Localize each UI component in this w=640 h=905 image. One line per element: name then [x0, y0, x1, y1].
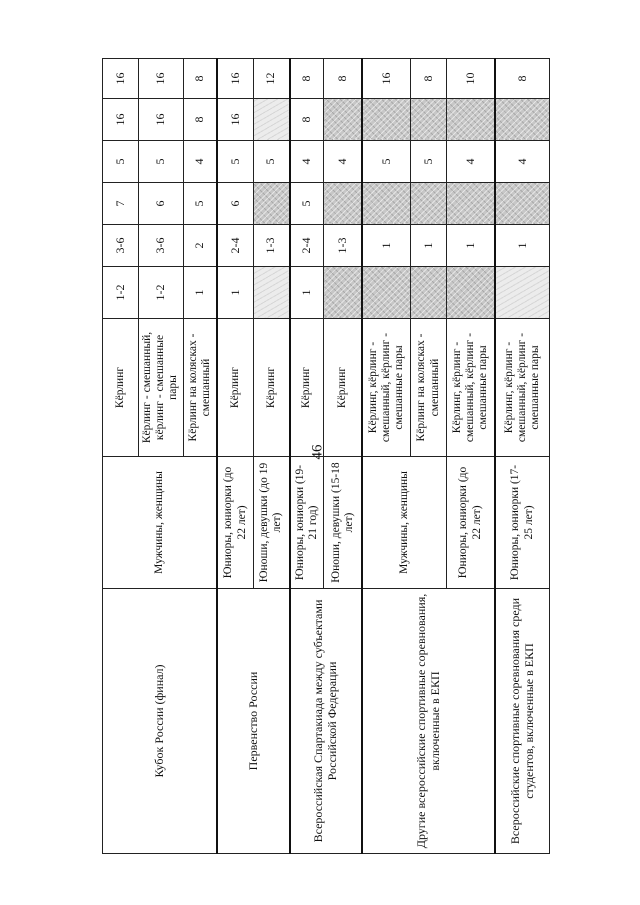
table-row [103, 59, 139, 854]
discipline-cell: Кёрлинг на колясках - смешанный [183, 319, 217, 457]
group-cell: Юниоры, юниорки (19-21 год) [290, 457, 324, 589]
place-cell: 5 [103, 141, 139, 183]
place-cell: 2-4 [217, 225, 253, 267]
place-cell-shaded [447, 267, 495, 319]
place-cell: 1-3 [324, 225, 362, 267]
discipline-cell: Кёрлинг, кёрлинг - смешанный, кёрлинг - смешанные пары [447, 319, 495, 457]
place-cell-shaded [495, 99, 549, 141]
place-cell: 8 [290, 99, 324, 141]
group-cell: Юниоры, юниорки (17-25 лет) [495, 457, 549, 589]
table-row [290, 59, 324, 854]
place-cell: 1-3 [253, 225, 289, 267]
place-cell: 5 [253, 141, 289, 183]
place-cell: 6 [217, 183, 253, 225]
discipline-cell: Кёрлинг [103, 319, 139, 457]
place-cell: 1 [447, 225, 495, 267]
group-cell: Мужчины, женщины [362, 457, 447, 589]
discipline-cell: Кёрлинг, кёрлинг - смешанный, кёрлинг - смешанные пары [362, 319, 410, 457]
place-cell-shaded [362, 267, 410, 319]
discipline-cell: Кёрлинг на колясках - смешанный [411, 319, 447, 457]
discipline-cell: Кёрлинг - смешанный, кёрлинг - смешанные пары [139, 319, 183, 457]
place-cell-shaded [253, 183, 289, 225]
discipline-cell: Кёрлинг [217, 319, 253, 457]
place-cell: 5 [217, 141, 253, 183]
competition-cell: Кубок России (финал) [103, 589, 218, 854]
place-cell: 16 [217, 99, 253, 141]
place-cell: 1 [362, 225, 410, 267]
place-cell-shaded [324, 99, 362, 141]
place-cell: 16 [139, 59, 183, 99]
place-cell-shaded [324, 267, 362, 319]
place-cell: 8 [183, 59, 217, 99]
place-cell: 1 [495, 225, 549, 267]
place-cell: 3-6 [139, 225, 183, 267]
place-cell-shaded [411, 267, 447, 319]
competition-cell: Всероссийские спортивные соревнования среди студентов, включенные в ЕКП [495, 589, 549, 854]
place-cell: 1 [217, 267, 253, 319]
place-cell: 4 [495, 141, 549, 183]
place-cell: 5 [362, 141, 410, 183]
place-cell: 1 [183, 267, 217, 319]
place-cell: 1 [411, 225, 447, 267]
place-cell: 8 [290, 59, 324, 99]
group-cell: Юноши, девушки (15-18 лет) [324, 457, 362, 589]
place-cell: 5 [183, 183, 217, 225]
group-cell: Юниоры, юниорки (до 22 лет) [447, 457, 495, 589]
table-row [217, 59, 253, 854]
place-cell: 5 [411, 141, 447, 183]
place-cell: 8 [411, 59, 447, 99]
place-cell: 16 [103, 59, 139, 99]
place-cell: 2-4 [290, 225, 324, 267]
place-cell: 16 [217, 59, 253, 99]
place-cell-shaded [447, 183, 495, 225]
place-cell: 16 [103, 99, 139, 141]
place-cell-shaded [495, 267, 549, 319]
place-cell-shaded [411, 183, 447, 225]
place-cell: 6 [139, 183, 183, 225]
discipline-cell: Кёрлинг, кёрлинг - смешанный, кёрлинг - смешанные пары [495, 319, 549, 457]
place-cell-shaded [362, 183, 410, 225]
group-cell: Юниоры, юниорки (до 22 лет) [217, 457, 253, 589]
place-cell-shaded [324, 183, 362, 225]
place-cell-shaded [362, 99, 410, 141]
place-cell-shaded [495, 183, 549, 225]
place-cell-shaded [253, 267, 289, 319]
group-cell: Юноши, девушки (до 19 лет) [253, 457, 289, 589]
place-cell: 1-2 [103, 267, 139, 319]
discipline-cell: Кёрлинг [290, 319, 324, 457]
place-cell: 16 [139, 99, 183, 141]
place-cell: 16 [362, 59, 410, 99]
group-cell: Мужчины, женщины [103, 457, 218, 589]
place-cell: 10 [447, 59, 495, 99]
discipline-cell: Кёрлинг [253, 319, 289, 457]
place-cell: 8 [324, 59, 362, 99]
place-cell: 7 [103, 183, 139, 225]
place-cell-shaded [411, 99, 447, 141]
discipline-cell: Кёрлинг [324, 319, 362, 457]
table-row [495, 59, 549, 854]
place-cell: 4 [183, 141, 217, 183]
place-cell: 1 [290, 267, 324, 319]
table-row [362, 59, 410, 854]
page-number: 46 [309, 444, 326, 460]
place-cell: 12 [253, 59, 289, 99]
place-cell: 8 [495, 59, 549, 99]
rotated-table-container [102, 59, 550, 854]
sports-ranks-table [102, 58, 550, 854]
competition-cell: Другие всероссийские спортивные соревнования, включенные в ЕКП [362, 589, 495, 854]
competition-cell: Всероссийская Спартакиада между субъектами Российской Федерации [290, 589, 362, 854]
place-cell: 4 [324, 141, 362, 183]
place-cell: 8 [183, 99, 217, 141]
place-cell: 5 [290, 183, 324, 225]
competition-cell: Первенство России [217, 589, 289, 854]
place-cell: 1-2 [139, 267, 183, 319]
place-cell: 3-6 [103, 225, 139, 267]
place-cell: 5 [139, 141, 183, 183]
place-cell-shaded [253, 99, 289, 141]
place-cell-shaded [447, 99, 495, 141]
place-cell: 4 [290, 141, 324, 183]
place-cell: 2 [183, 225, 217, 267]
place-cell: 4 [447, 141, 495, 183]
